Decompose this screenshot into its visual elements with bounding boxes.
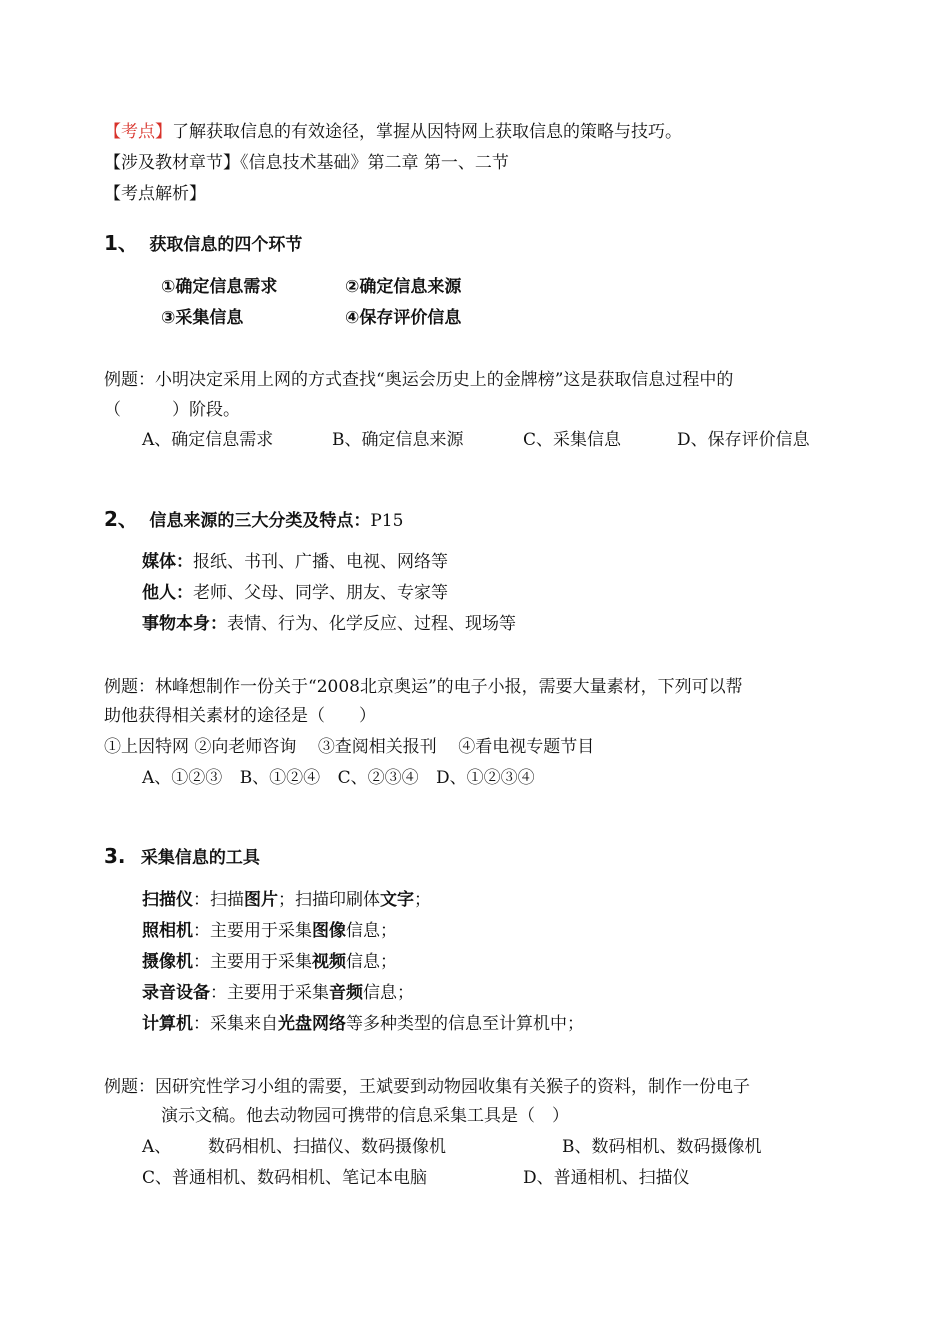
example3-line2: 演示文稿。他去动物园可携带的信息采集工具是（ ）: [161, 1106, 569, 1126]
tool-video-text-2: 信息；: [346, 952, 397, 972]
tool-computer-text-2: 等多种类型的信息至计算机中；: [346, 1014, 584, 1034]
example2-option-a: A、①②③: [142, 768, 223, 788]
example3-option-d: D、普通相机、扫描仪: [523, 1168, 690, 1188]
example2-options: [142, 767, 535, 789]
example1-option-d: D、保存评价信息: [677, 430, 810, 450]
kaodian-bracket-close: 】: [155, 122, 172, 142]
section3-heading: [104, 845, 260, 869]
section1-title: 获取信息的四个环节: [149, 235, 303, 255]
step-1: ①确定信息需求: [161, 277, 278, 297]
tool-video-bold: 视频: [312, 952, 346, 972]
tool-scanner-text-1: ：扫描: [193, 890, 244, 910]
section1-heading: [104, 232, 302, 256]
tool-video: [142, 951, 397, 973]
analysis-heading: 【考点解析】: [104, 184, 206, 204]
example1-line1: 例题：小明决定采用上网的方式查找“奥运会历史上的金牌榜”这是获取信息过程中的: [104, 370, 734, 390]
example2-line1: 例题：林峰想制作一份关于“2008北京奥运”的电子小报，需要大量素材，下列可以帮: [104, 677, 743, 697]
choice-4: ④看电视专题节目: [458, 737, 595, 757]
source-media-text: 报纸、书刊、广播、电视、网络等: [193, 552, 448, 572]
tool-computer-label: 计算机: [142, 1014, 193, 1034]
source-things: [142, 613, 516, 635]
step-2: ②确定信息来源: [345, 277, 462, 297]
example2-option-b: B、①②④: [239, 768, 321, 788]
tool-computer-bold: 光盘网络: [278, 1014, 346, 1034]
example2-line2: 助他获得相关素材的途径是（ ）: [104, 706, 376, 726]
section1-number: 1、: [104, 231, 138, 255]
example3-line1: 例题：因研究性学习小组的需要，王斌要到动物园收集有关猴子的资料，制作一份电子: [104, 1077, 750, 1097]
section2-heading: [104, 508, 403, 532]
source-others-label: 他人：: [142, 583, 193, 603]
example3-option-c: C、普通相机、数码相机、笔记本电脑: [142, 1168, 428, 1188]
example1-option-b: B、确定信息来源: [332, 430, 464, 450]
tool-video-label: 摄像机: [142, 952, 193, 972]
tool-scanner-bold-1: 图片: [244, 890, 278, 910]
example1-line2: （ ）阶段。: [104, 400, 240, 420]
section2-title: 信息来源的三大分类及特点：: [149, 511, 371, 531]
tool-audio-text-1: ：主要用于采集: [210, 983, 329, 1003]
tool-computer: [142, 1013, 584, 1035]
step-4: ④保存评价信息: [345, 308, 462, 328]
kaodian-bracket-open: 【: [104, 122, 121, 142]
choice-2: ②向老师咨询: [194, 737, 297, 757]
tool-scanner-label: 扫描仪: [142, 890, 193, 910]
tool-camera-text-2: 信息；: [346, 921, 397, 941]
tool-audio: [142, 982, 414, 1004]
section3-number: 3.: [104, 844, 126, 868]
example3-option-a: 数码相机、扫描仪、数码摄像机: [208, 1137, 446, 1157]
choice-3: ③查阅相关报刊: [317, 737, 437, 757]
section2-number: 2、: [104, 507, 138, 531]
tool-video-text-1: ：主要用于采集: [193, 952, 312, 972]
tool-scanner-text-2: ；扫描印刷体: [278, 890, 380, 910]
tool-camera-bold: 图像: [312, 921, 346, 941]
source-media-label: 媒体：: [142, 552, 193, 572]
tool-audio-text-2: 信息；: [363, 983, 414, 1003]
tool-scanner-bold-2: 文字: [380, 890, 414, 910]
tool-scanner-text-3: ；: [414, 890, 431, 910]
choice-1: ①上因特网: [104, 737, 189, 757]
kaodian-line: [104, 121, 682, 143]
example3-option-b: B、数码相机、数码摄像机: [562, 1137, 762, 1157]
tool-camera-text-1: ：主要用于采集: [193, 921, 312, 941]
source-others: [142, 582, 448, 604]
tool-scanner: [142, 889, 431, 911]
example2-option-d: D、①②③④: [436, 768, 535, 788]
kaodian-label: 考点: [121, 122, 155, 142]
tool-camera: [142, 920, 397, 942]
section3-title: 采集信息的工具: [140, 848, 260, 868]
source-things-label: 事物本身：: [142, 614, 227, 634]
example1-option-c: C、采集信息: [523, 430, 622, 450]
section2-page-ref: P15: [370, 511, 404, 531]
example1-option-a: A、确定信息需求: [142, 430, 274, 450]
tool-audio-bold: 音频: [329, 983, 363, 1003]
source-others-text: 老师、父母、同学、朋友、专家等: [193, 583, 448, 603]
chapter-line: 【涉及教材章节】《信息技术基础》第二章 第一、二节: [104, 153, 509, 173]
step-3: ③采集信息: [161, 308, 244, 328]
source-media: [142, 551, 448, 573]
example3-option-a-letter: A、: [142, 1137, 172, 1157]
example2-option-c: C、②③④: [337, 768, 419, 788]
source-things-text: 表情、行为、化学反应、过程、现场等: [227, 614, 516, 634]
tool-computer-text-1: ：采集来自: [193, 1014, 278, 1034]
kaodian-text: 了解获取信息的有效途径，掌握从因特网上获取信息的策略与技巧。: [172, 122, 682, 142]
example2-choices: [104, 736, 594, 758]
tool-audio-label: 录音设备: [142, 983, 210, 1003]
tool-camera-label: 照相机: [142, 921, 193, 941]
